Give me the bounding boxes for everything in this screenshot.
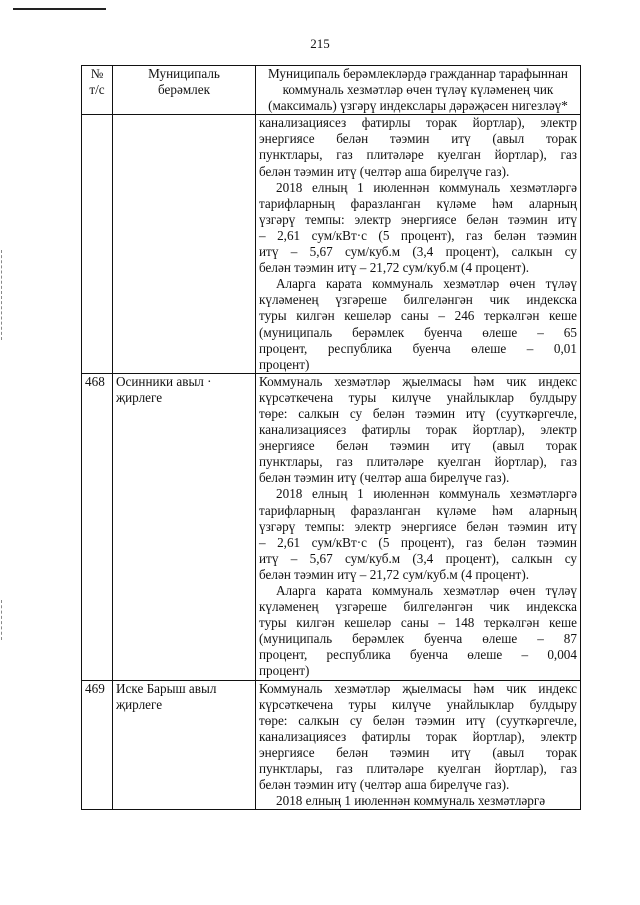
row-number: 469 [82,680,113,810]
text-line: белән тәэмин итү – 21,72 сум/куб.м (4 процент). [259,260,530,276]
text-line: Коммуналь хезмәтләр җыелмасы һәм чик индекс [259,680,577,696]
text-line: үзгәрү темпы: электр энергиясе белән тәэмин итү [259,518,577,534]
text-line: туры килгән кешеләр саны – 148 теркәлгән кеше [259,615,577,631]
row-number: 468 [82,373,113,680]
text-line: күрсәткечена туры килүче унайлыклар булдыру [259,389,577,405]
table-header-row [82,66,581,115]
basis-text [256,115,581,374]
text-line: күләменең үзгәреше билгеләнгән чик индекска [259,599,577,615]
header-municipality: Муниципаль берәмлек [113,66,256,115]
text-line: белән тәэмин итү (челтәр аша бирелүче газ). [259,777,510,793]
text-line: тарифларның фаразланган күләме һәм аларның [259,195,577,211]
text-line: 2018 елның 1 июленнән коммуналь хезмәтләргә [276,793,546,809]
municipality-name [113,115,256,374]
text-line: төре: салкын су белән тәэмин итү (сууткәргечле, [259,405,577,421]
text-line: итү – 5,67 сум/куб.м (3,4 процент), салкын су [259,244,577,260]
header-basis: Муниципаль берәмлекләрдә гражданнар тарафыннан коммуналь хезмәтләр өчен түләү күләменең чик (максималь) үзгәрү индекслары дәрәҗәсен нигезләү* [256,66,581,115]
text-line: пунктлары, газ плитәләре куелган йортлар), газ [259,761,577,777]
text-line: канализациясез фатирлы торак йортлар), электр [259,728,577,744]
text-line: энергиясе белән тәэмин итү (авыл торак [259,438,577,454]
text-line: пунктлары, газ плитәләре куелган йортлар), газ [259,454,577,470]
text-line: тарифларның фаразланган күләме һәм аларның [259,502,577,518]
text-line: итү – 5,67 сум/куб.м (3,4 процент), салкын су [259,550,577,566]
text-line: туры килгән кешеләр саны – 246 теркәлгән кеше [259,308,577,324]
table-row [82,680,581,810]
text-line: Аларга карата коммуналь хезмәтләр өчен түләү [276,583,577,598]
text-line: – 2,61 сум/кВт·с (5 процент), газ белән тәэмин [259,534,577,550]
municipality-name: Осинники авыл · җирлеге [113,373,256,680]
text-line: энергиясе белән тәэмин итү (авыл торак [259,131,577,147]
text-line: процент, республика буенча өлеше – 0,004 [259,647,577,663]
text-line: 2018 елның 1 июленнән коммуналь хезмәтләргә [276,486,577,502]
basis-text [256,373,581,680]
row-number [82,115,113,374]
text-line: пунктлары, газ плитәләре куелган йортлар), газ [259,147,577,163]
tariff-table [81,65,581,810]
text-line: күрсәткечена туры килүче унайлыклар булдыру [259,696,577,712]
text-line: канализациясез фатирлы торак йортлар), электр [259,115,577,131]
text-line: белән тәэмин итү (челтәр аша бирелүче газ). [259,470,510,486]
text-line: (муниципаль берәмлек буенча өлеше – 87 [259,631,577,647]
table-row [82,373,581,680]
text-line: Аларга карата коммуналь хезмәтләр өчен түләү [276,276,577,292]
margin-mark [1,600,2,640]
text-line: белән тәэмин итү (челтәр аша бирелүче газ). [259,163,510,179]
text-line: (муниципаль берәмлек буенча өлеше – 65 [259,324,577,340]
text-line: Коммуналь хезмәтләр җыелмасы һәм чик индекс [259,373,577,389]
text-line: 2018 елның 1 июленнән коммуналь хезмәтләргә [276,179,577,195]
text-line: канализациясез фатирлы торак йортлар), электр [259,422,577,438]
page-number: 215 [310,36,330,51]
text-line: процент) [259,663,310,679]
text-line: процент) [259,356,310,372]
text-line: төре: салкын су белән тәэмин итү (сууткәргечле, [259,712,577,728]
basis-text [256,680,581,810]
text-line: энергиясе белән тәэмин итү (авыл торак [259,744,577,760]
text-line: процент, республика буенча өлеше – 0,01 [259,340,577,356]
header-number: № т/с [82,66,113,115]
table-row [82,115,581,374]
top-rule [13,8,106,10]
text-line: – 2,61 сум/кВт·с (5 процент), газ белән тәэмин [259,227,577,243]
text-line: үзгәрү темпы: электр энергиясе белән тәэмин итү [259,211,577,227]
table-body [82,115,581,810]
municipality-name: Иске Барыш авыл җирлеге [113,680,256,810]
text-line: белән тәэмин итү – 21,72 сум/куб.м (4 процент). [259,566,530,582]
margin-mark [1,250,2,340]
text-line: күләменең үзгәреше билгеләнгән чик индекска [259,292,577,308]
